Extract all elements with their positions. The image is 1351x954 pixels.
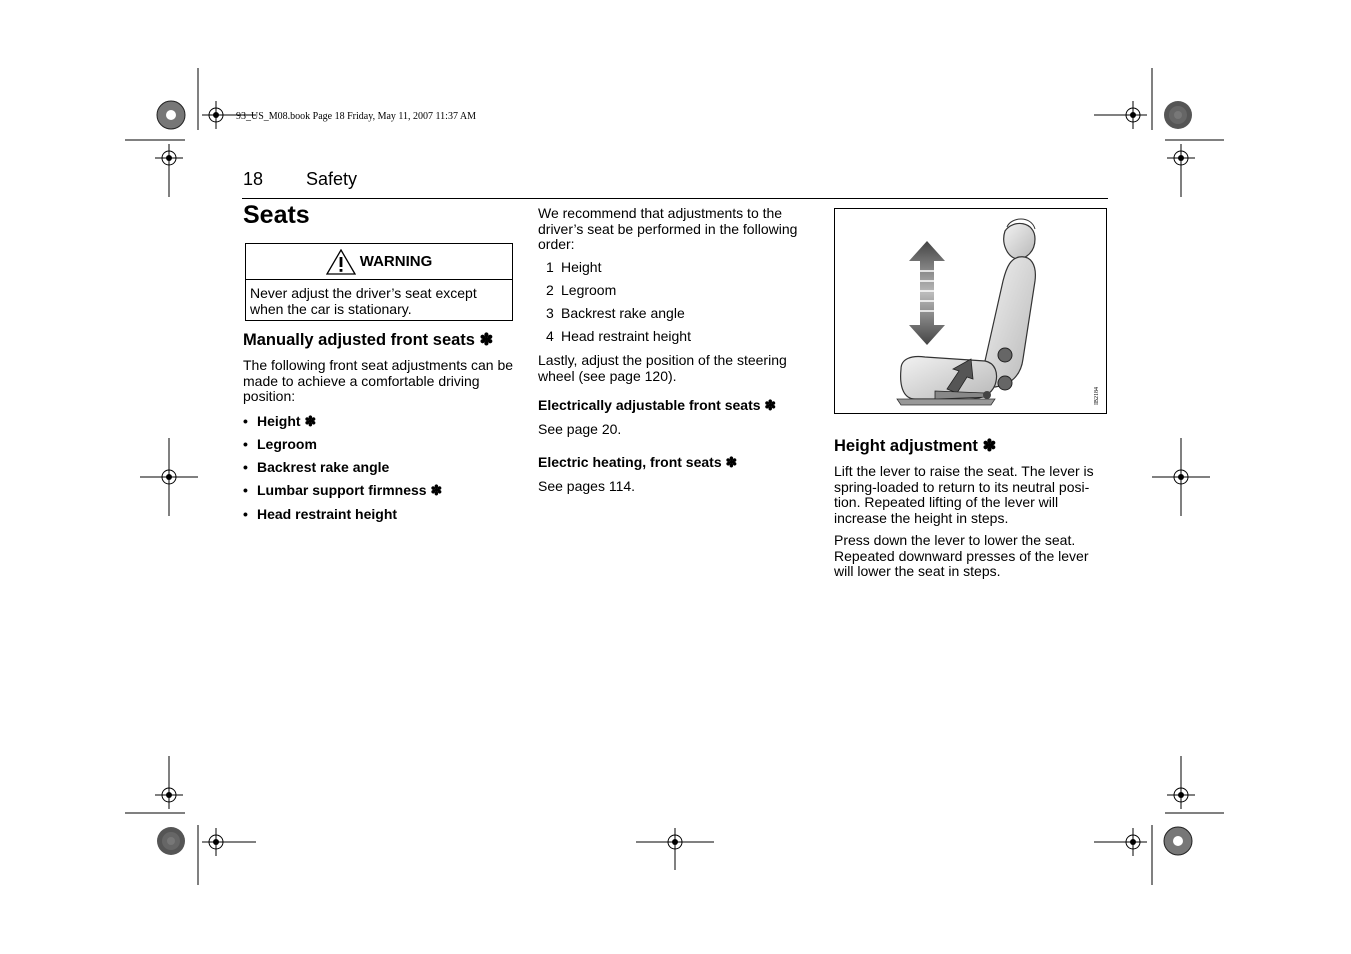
seat-illustration [835,209,1106,413]
manual-seats-heading: Manually adjusted front seats ✽ [243,331,494,349]
lastly-text: Lastly, adjust the position of the steering wheel (see page 120). [538,352,787,384]
warning-header [246,244,512,280]
electric-heating-heading: Electric heating, front seats ✽ [538,454,738,470]
list-item: • Legroom [243,436,317,452]
figure-code: IB2184 [1094,387,1100,405]
print-slug: 93_US_M08.book Page 18 Friday, May 11, 2007 11:37 AM [236,111,476,122]
order-intro: We recommend that adjustments to the driver’s seat be performed in the following order: [538,205,798,252]
page-number: 18 [243,169,264,189]
electric-seats-heading: Electrically adjustable front seats ✽ [538,397,777,413]
height-adjustment-para1: Lift the lever to raise the seat. The lever is spring-loaded to return to its neutral posi-tion. Repeated lifting of the lever will increase the height in steps. [834,463,1094,526]
list-item: • Backrest rake angle [243,459,390,475]
list-item: 3 Backrest rake angle [546,305,685,321]
warning-label: WARNING [359,253,433,270]
electric-seats-text: See page 20. [538,421,622,437]
list-item: • Lumbar support firmness ✽ [243,482,443,498]
list-item: • Head restraint height [243,506,398,522]
section-title: Safety [306,169,358,189]
warning-text: Never adjust the driver’s seat except when the car is stationary. [250,285,477,317]
page-title: Seats [243,201,310,229]
header-rule [242,198,1108,199]
manual-seats-intro: The following front seat adjustments can be made to achieve a comfortable driving position: [243,357,514,404]
list-item: • Height ✽ [243,413,317,429]
electric-heating-text: See pages 114. [538,478,636,494]
list-item: 2 Legroom [546,282,617,298]
list-item: 4 Head restraint height [546,328,691,344]
list-item: 1 Height [546,259,602,275]
warning-triangle-icon [326,249,356,275]
height-adjustment-para2: Press down the lever to lower the seat. Repeated downward presses of the lever will lower the seat in steps. [834,532,1089,579]
warning-box [245,243,513,321]
height-adjustment-heading: Height adjustment ✽ [834,437,997,455]
seat-figure [834,208,1107,414]
